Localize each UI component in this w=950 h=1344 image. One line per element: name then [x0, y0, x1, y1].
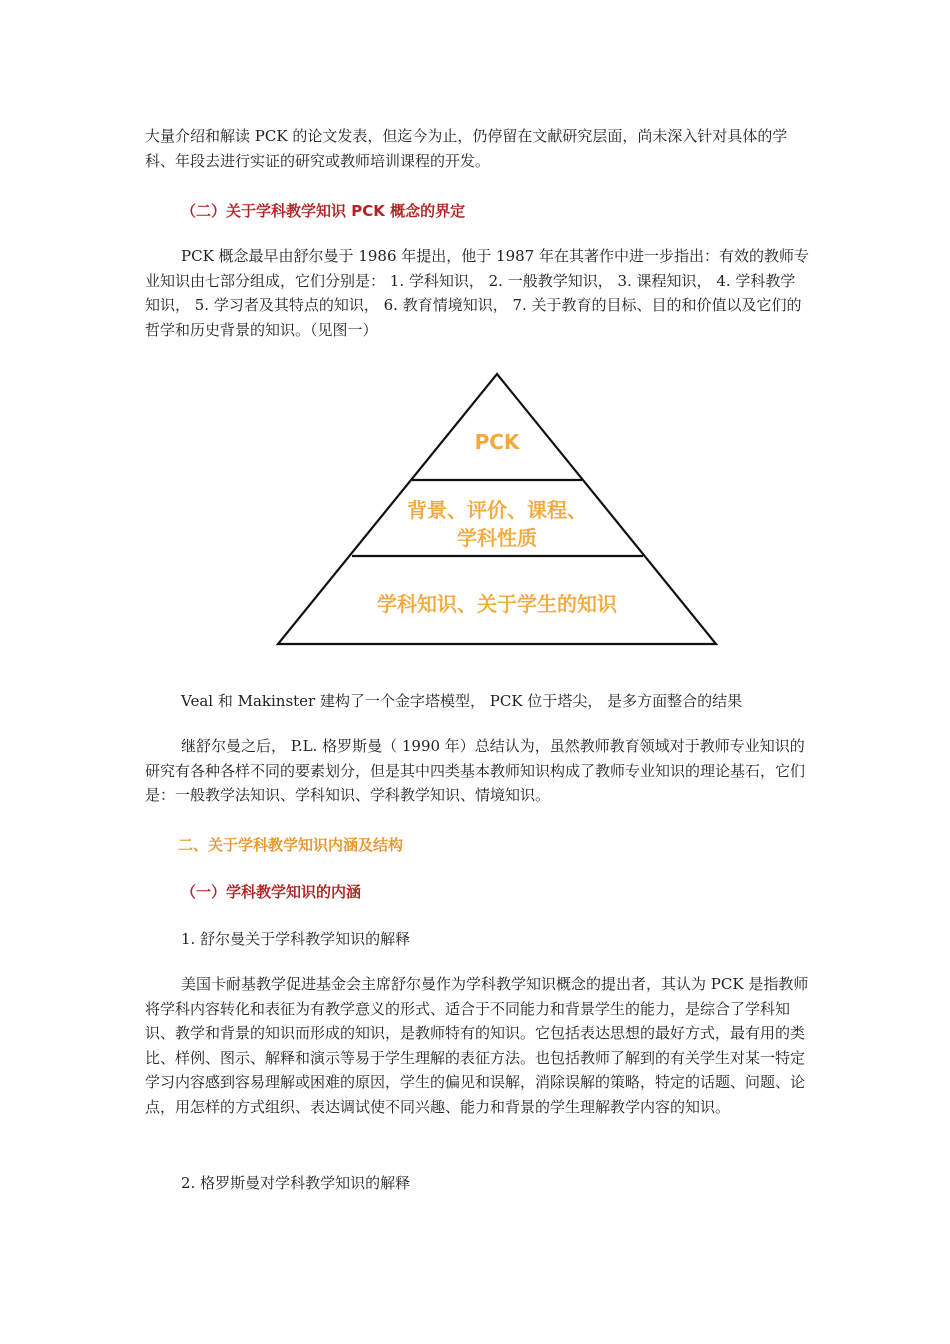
- pyramid-bottom-label: 学科知识、关于学生的知识: [377, 592, 617, 616]
- figure-caption: Veal 和 Makinster 建构了一个金字塔模型， PCK 位于塔尖， 是多方面整合的结果: [181, 692, 743, 710]
- pyramid-middle-label-line1: 背景、评价、课程、: [407, 498, 587, 522]
- item-grossman-explanation: 2. 格罗斯曼对学科教学知识的解释: [181, 1174, 411, 1192]
- pyramid-middle-label-line2: 学科性质: [457, 526, 537, 550]
- paragraph-shulman-seven-parts: PCK 概念最早由舒尔曼于 1986 年提出，他于 1987 年在其著作中进一步指出：有效的教师专业知识由七部分组成，它们分别是： 1. 学科知识， 2. 一般教学知识， 3. 课程知识， 4. 学科教学知识， 5. 学习者及其特点的知识， 6. 教育情境知识， 7. 关于教育的目标、目的和价值以及它们的哲学和历史背景的知识。（见图一）: [145, 247, 809, 339]
- paragraph-grossman-four-types: 继舒尔曼之后， P.L. 格罗斯曼（ 1990 年）总结认为，虽然教师教育领域对于教师专业知识的研究有各种各样不同的要素划分，但是其中四类基本教师知识构成了教师专业知识的理论基石，它们是：一般教学法知识、学科知识、学科教学知识、情境知识。: [145, 737, 806, 804]
- pyramid-top-label: PCK: [474, 430, 520, 454]
- heading-pck-definition: （二）关于学科教学知识 PCK 概念的界定: [181, 202, 466, 220]
- pyramid-figure: [270, 365, 730, 655]
- pyramid-diagram: [270, 365, 730, 655]
- heading-section-two: 二、关于学科教学知识内涵及结构: [178, 836, 404, 854]
- heading-pck-connotation: （一）学科教学知识的内涵: [181, 883, 362, 901]
- paragraph-intro-continuation: 大量介绍和解读 PCK 的论文发表，但迄今为止，仍停留在文献研究层面，尚未深入针对具体的学科、年段去进行实证的研究或教师培训课程的开发。: [145, 127, 788, 170]
- paragraph-shulman-pck-definition: 美国卡耐基教学促进基金会主席舒尔曼作为学科教学知识概念的提出者，其认为 PCK 是指教师将学科内容转化和表征为有教学意义的形式、适合于不同能力和背景学生的能力，是综合了学科知识、教学和背景的知识而形成的知识，是教师特有的知识。它包括表达思想的最好方式，最有用的类比、样例、图示、解释和演示等易于学生理解的表征方法。也包括教师了解到的有关学生对某一特定学习内容感到容易理解或困难的原因，学生的偏见和误解，消除误解的策略，特定的话题、问题、论点，用怎样的方式组织、表达调试使不同兴趣、能力和背景的学生理解教学内容的知识。: [145, 975, 809, 1116]
- item-shulman-explanation: 1. 舒尔曼关于学科教学知识的解释: [181, 930, 411, 948]
